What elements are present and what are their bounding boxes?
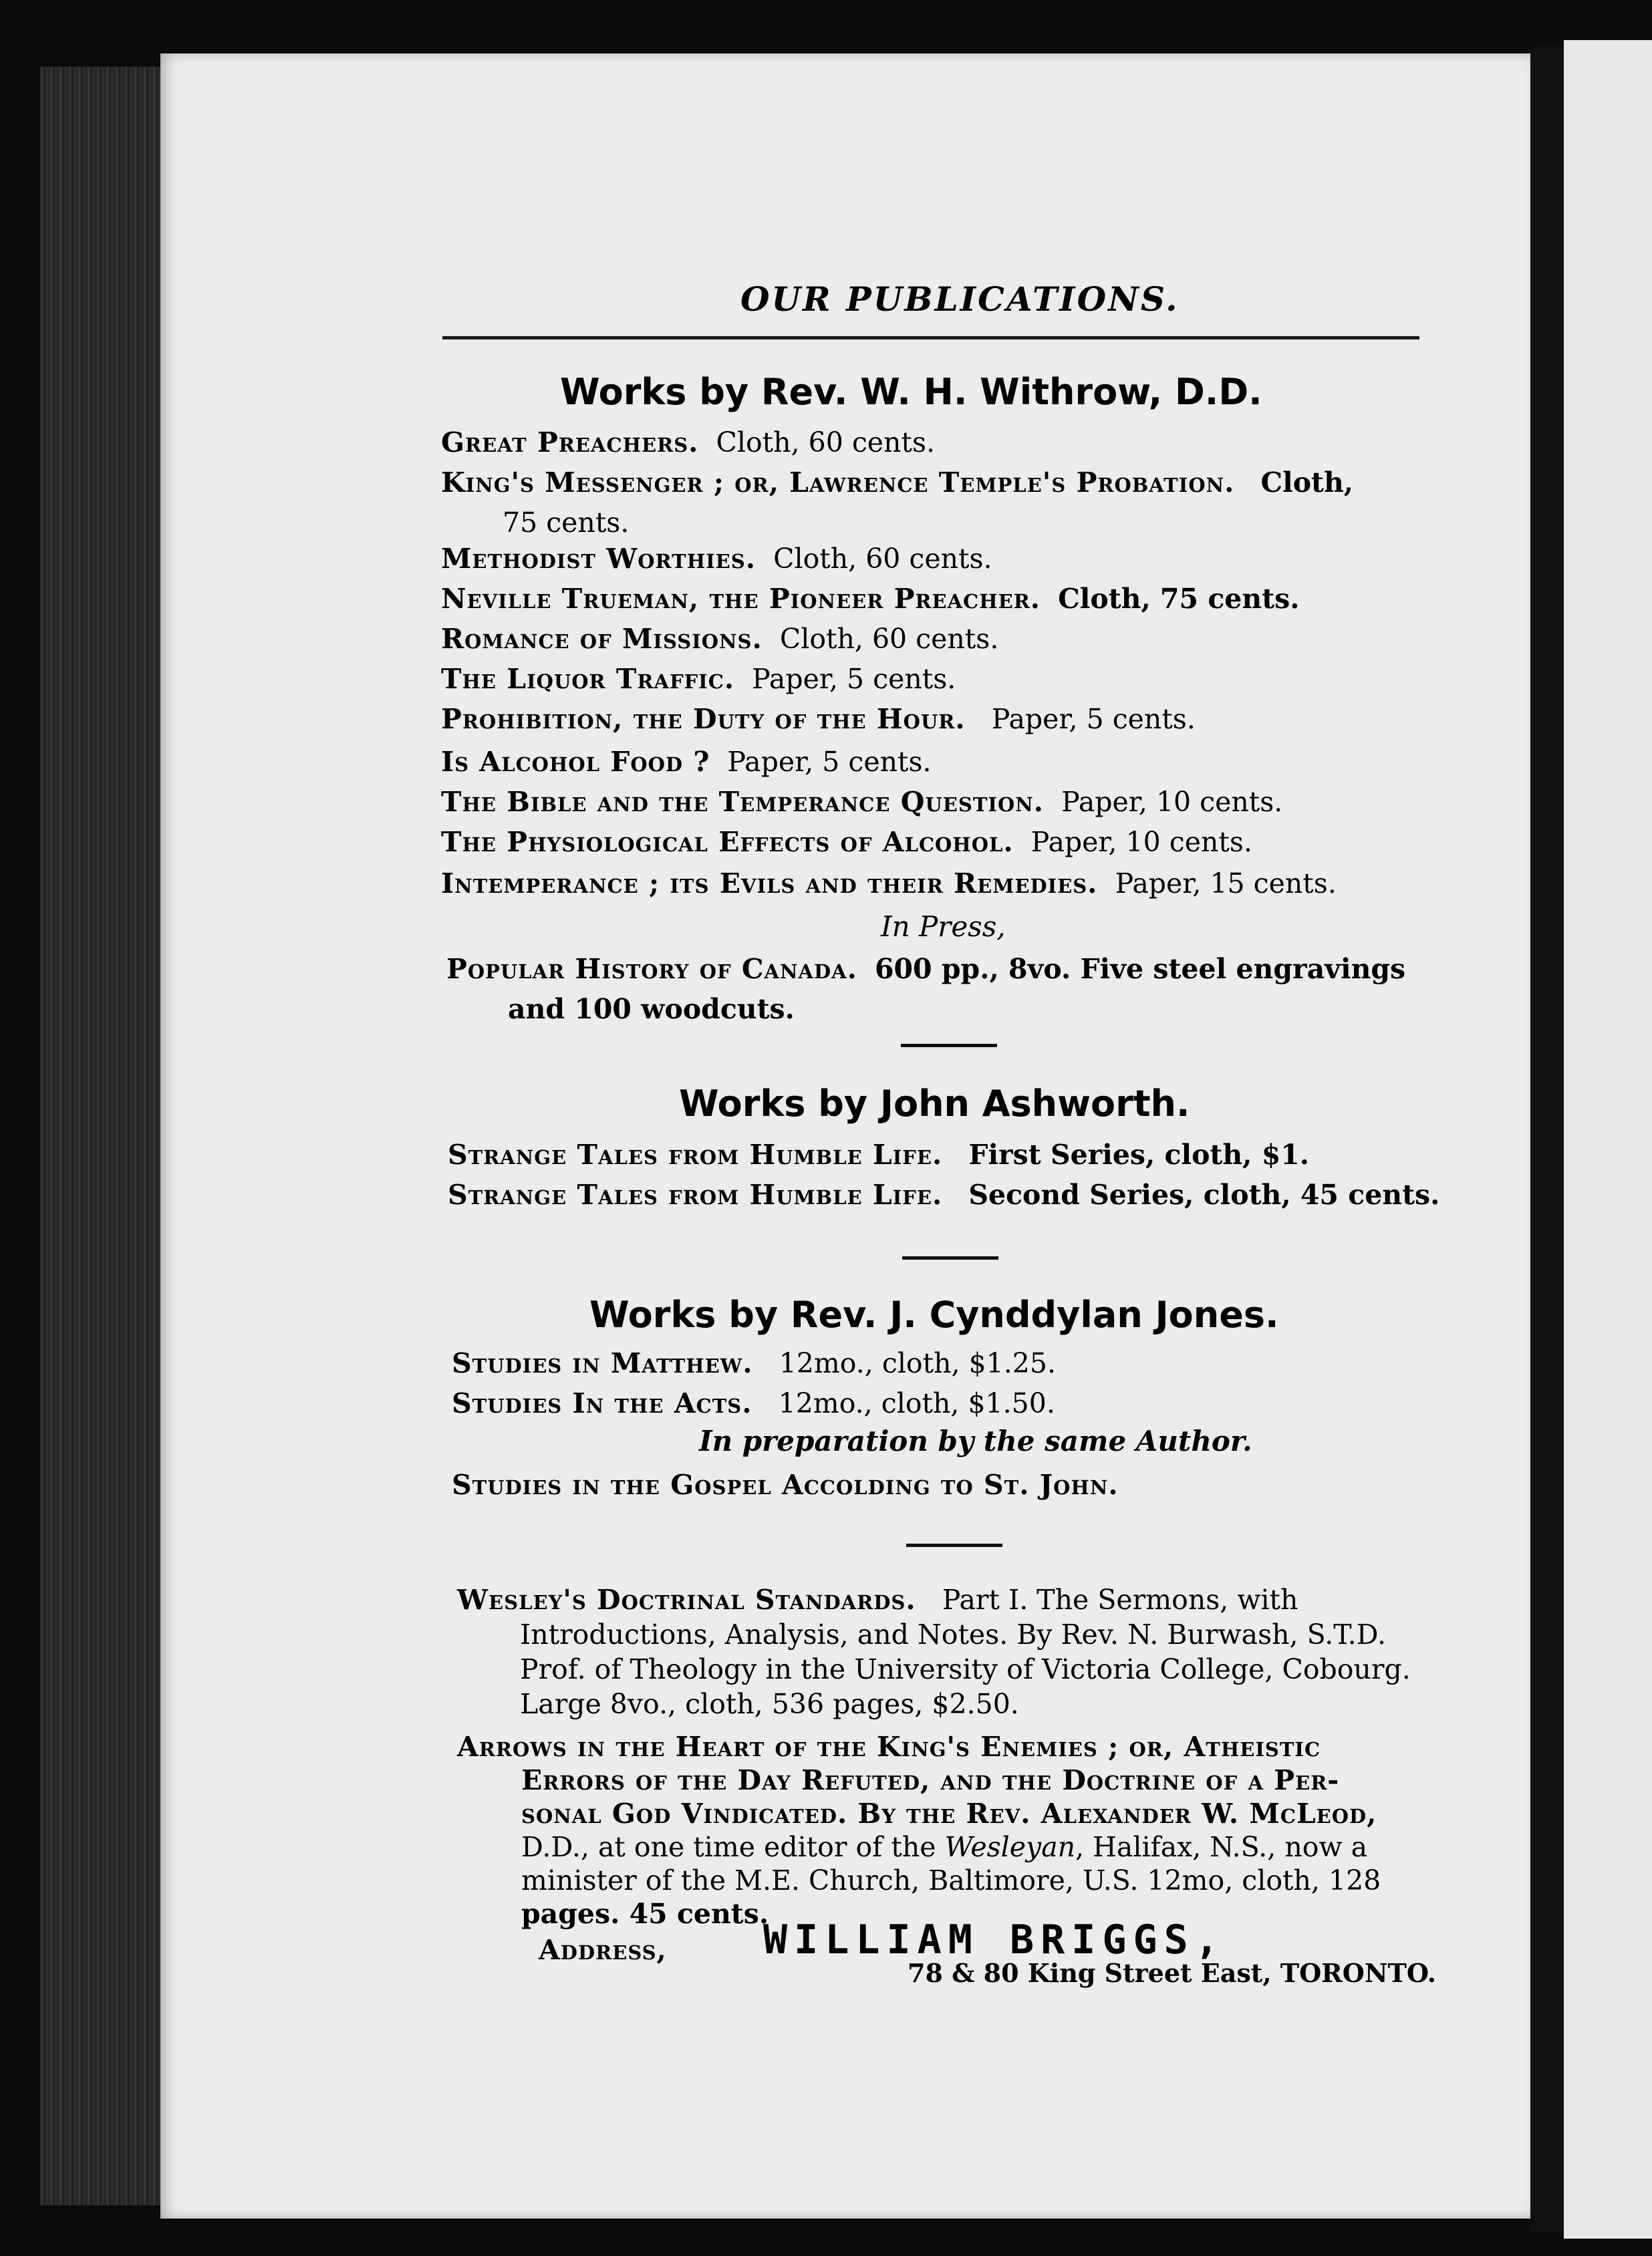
page-gutter [1530, 47, 1564, 2232]
list-item: and 100 woodcuts. [508, 993, 795, 1025]
list-item: Methodist Worthies. Cloth, 60 cents. [441, 543, 992, 575]
list-item: Arrows in the Heart of the King's Enemies ; or, Atheistic [457, 1731, 1321, 1763]
list-item: pages. 45 cents. [521, 1898, 769, 1930]
list-item: Romance of Missions. Cloth, 60 cents. [441, 623, 999, 655]
in-preparation-note: In preparation by the same Author. [699, 1425, 1252, 1457]
list-item: Great Preachers. Cloth, 60 cents. [441, 426, 936, 458]
list-item: King's Messenger ; or, Lawrence Temple's Probation. Cloth, [441, 466, 1354, 499]
section-divider [902, 1256, 998, 1260]
list-item: Studies in the Gospel Accolding to St. John. [452, 1469, 1119, 1501]
list-item: Popular History of Canada. 600 pp., 8vo. Five steel engravings [446, 953, 1406, 985]
list-item: Is Alcohol Food ? Paper, 5 cents. [441, 746, 932, 778]
section-heading-withrow: Works by Rev. W. H. Withrow, D.D. [560, 371, 1262, 413]
in-press-note: In Press, [881, 910, 1006, 943]
list-item: Intemperance ; its Evils and their Remedies. Paper, 15 cents. [441, 867, 1337, 899]
section-divider [901, 1044, 997, 1047]
list-item: D.D., at one time editor of the Wesleyan, Halifax, N.S., now a [521, 1831, 1368, 1863]
page-title: OUR PUBLICATIONS. [740, 279, 1180, 319]
list-item: Wesley's Doctrinal Standards. Part I. The Sermons, with [457, 1584, 1298, 1616]
address-label: Address, [539, 1934, 667, 1966]
facing-page-edge [1564, 40, 1652, 2239]
list-item: Studies in Matthew. 12mo., cloth, $1.25. [452, 1347, 1056, 1379]
list-item: The Liquor Traffic. Paper, 5 cents. [441, 663, 956, 695]
list-item: minister of the M.E. Church, Baltimore, U.S. 12mo, cloth, 128 [521, 1864, 1381, 1896]
list-item: Strange Tales from Humble Life. First Series, cloth, $1. [448, 1139, 1310, 1171]
list-item: Strange Tales from Humble Life. Second Series, cloth, 45 cents. [448, 1179, 1440, 1211]
title-rule [442, 336, 1419, 339]
section-heading-ashworth: Works by John Ashworth. [679, 1083, 1190, 1125]
section-divider [906, 1544, 1002, 1547]
list-item: 75 cents. [503, 507, 630, 539]
list-item: Errors of the Day Refuted, and the Doctrine of a Per- [521, 1764, 1340, 1796]
list-item: Studies In the Acts. 12mo., cloth, $1.50. [452, 1387, 1055, 1419]
list-item: The Bible and the Temperance Question. Paper, 10 cents. [441, 786, 1283, 818]
publisher-address: 78 & 80 King Street East, TORONTO. [908, 1958, 1436, 1988]
list-item: Prohibition, the Duty of the Hour. Paper, 5 cents. [441, 703, 1196, 735]
list-item: The Physiological Effects of Alcohol. Paper, 10 cents. [441, 826, 1252, 858]
publisher-name: WILLIAM BRIGGS, [763, 1917, 1226, 1963]
section-heading-jones: Works by Rev. J. Cynddylan Jones. [589, 1294, 1279, 1336]
list-item: Prof. of Theology in the University of Victoria College, Cobourg. [520, 1653, 1411, 1685]
list-item: Large 8vo., cloth, 536 pages, $2.50. [520, 1688, 1019, 1720]
list-item: sonal God Vindicated. By the Rev. Alexander W. McLeod, [521, 1798, 1377, 1830]
list-item: Introductions, Analysis, and Notes. By Rev. N. Burwash, S.T.D. [520, 1618, 1387, 1651]
list-item: Neville Trueman, the Pioneer Preacher. Cloth, 75 cents. [441, 583, 1300, 615]
